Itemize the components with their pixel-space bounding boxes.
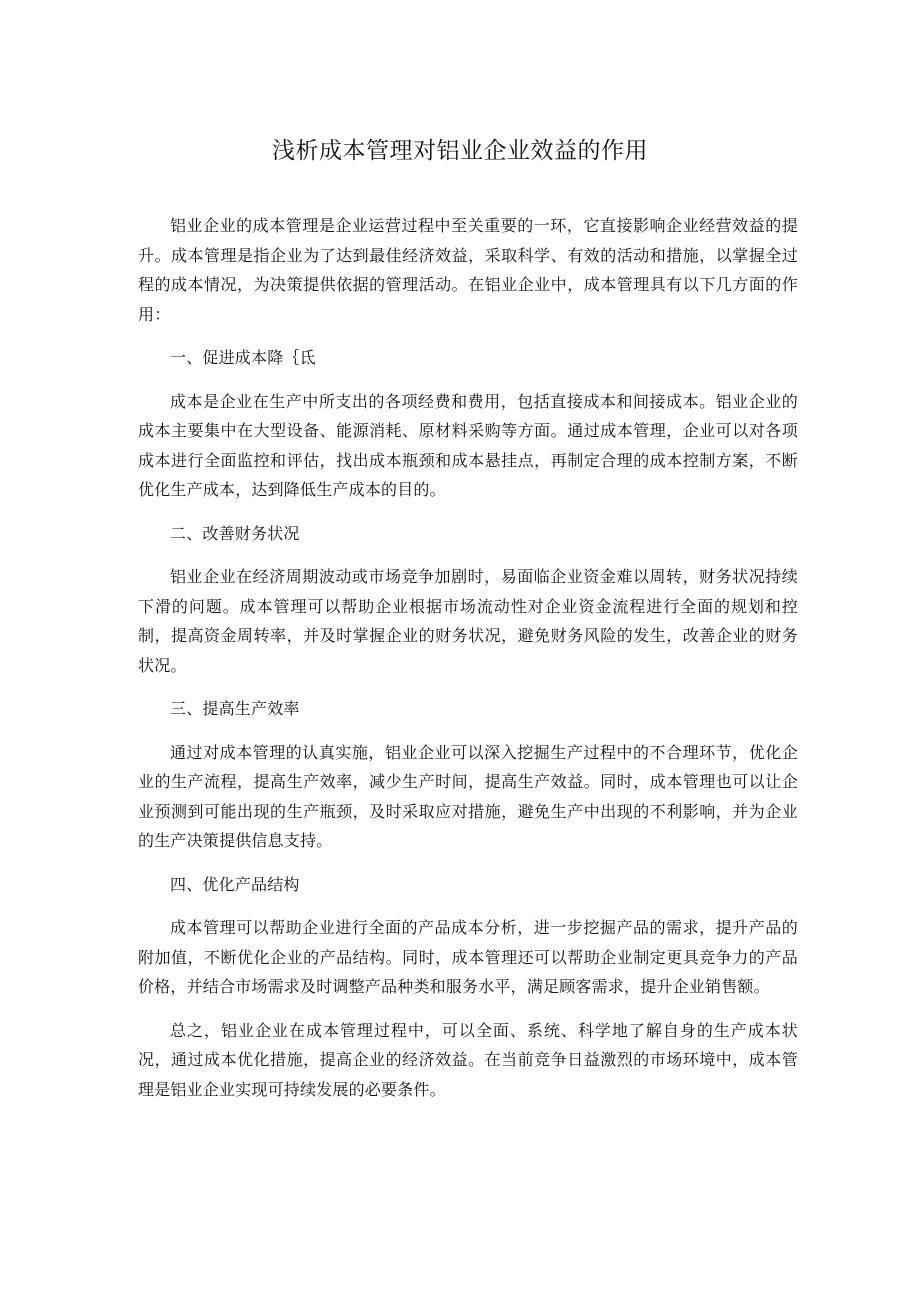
section-heading-3: 三、提高生产效率 bbox=[170, 699, 300, 718]
document-title: 浅析成本管理对铝业企业效益的作用 bbox=[272, 138, 648, 164]
section-paragraph-1: 成本是企业在生产中所支出的各项经费和费用，包括直接成本和间接成本。铝业企业的成本主要集中在大型设备、能源消耗、原材料采购等方面。通过成本管理，企业可以对各项成本进行全面监控和评估，找出成本瓶颈和成本悬挂点，再制定合理的成本控制方案，不断优化生产成本，达到降低生产成本的目的。 bbox=[138, 391, 798, 499]
document-body bbox=[138, 211, 798, 1118]
section-paragraph-2: 铝业企业在经济周期波动或市场竞争加剧时，易面临企业资金难以周转，财务状况持续下滑的问题。成本管理可以帮助企业根据市场流动性对企业资金流程进行全面的规划和控制，提高资金周转率，并及时掌握企业的财务状况，避免财务风险的发生，改善企业的财务状况。 bbox=[138, 567, 798, 675]
section-paragraph-4: 成本管理可以帮助企业进行全面的产品成本分析，进一步挖掘产品的需求，提升产品的附加值，不断优化企业的产品结构。同时，成本管理还可以帮助企业制定更具竞争力的产品价格，并结合市场需求及时调整产品种类和服务水平，满足顾客需求，提升企业销售额。 bbox=[138, 918, 798, 996]
conclusion-paragraph: 总之，铝业企业在成本管理过程中，可以全面、系统、科学地了解自身的生产成本状况，通过成本优化措施，提高企业的经济效益。在当前竞争日益激烈的市场环境中，成本管理是铝业企业实现可持续发展的必要条件。 bbox=[138, 1020, 798, 1099]
section-paragraph-3: 通过对成本管理的认真实施，铝业企业可以深入挖掘生产过程中的不合理环节，优化企业的生产流程，提高生产效率，减少生产时间，提高生产效益。同时，成本管理也可以让企业预测到可能出现的生产瓶颈，及时采取应对措施，避免生产中出现的不利影响，并为企业的生产决策提供信息支持。 bbox=[138, 742, 798, 850]
section-heading-1: 一、促进成本降｛氐 bbox=[170, 348, 316, 367]
section-heading-4: 四、优化产品结构 bbox=[170, 874, 300, 894]
intro-paragraph: 铝业企业的成本管理是企业运营过程中至关重要的一环，它直接影响企业经营效益的提升。成本管理是指企业为了达到最佳经济效益，采取科学、有效的活动和措施，以掌握全过程的成本情况，为决策提供依据的管理活动。在铝业企业中，成本管理具有以下几方面的作用： bbox=[138, 216, 798, 324]
section-heading-2: 二、改善财务状况 bbox=[170, 523, 300, 543]
